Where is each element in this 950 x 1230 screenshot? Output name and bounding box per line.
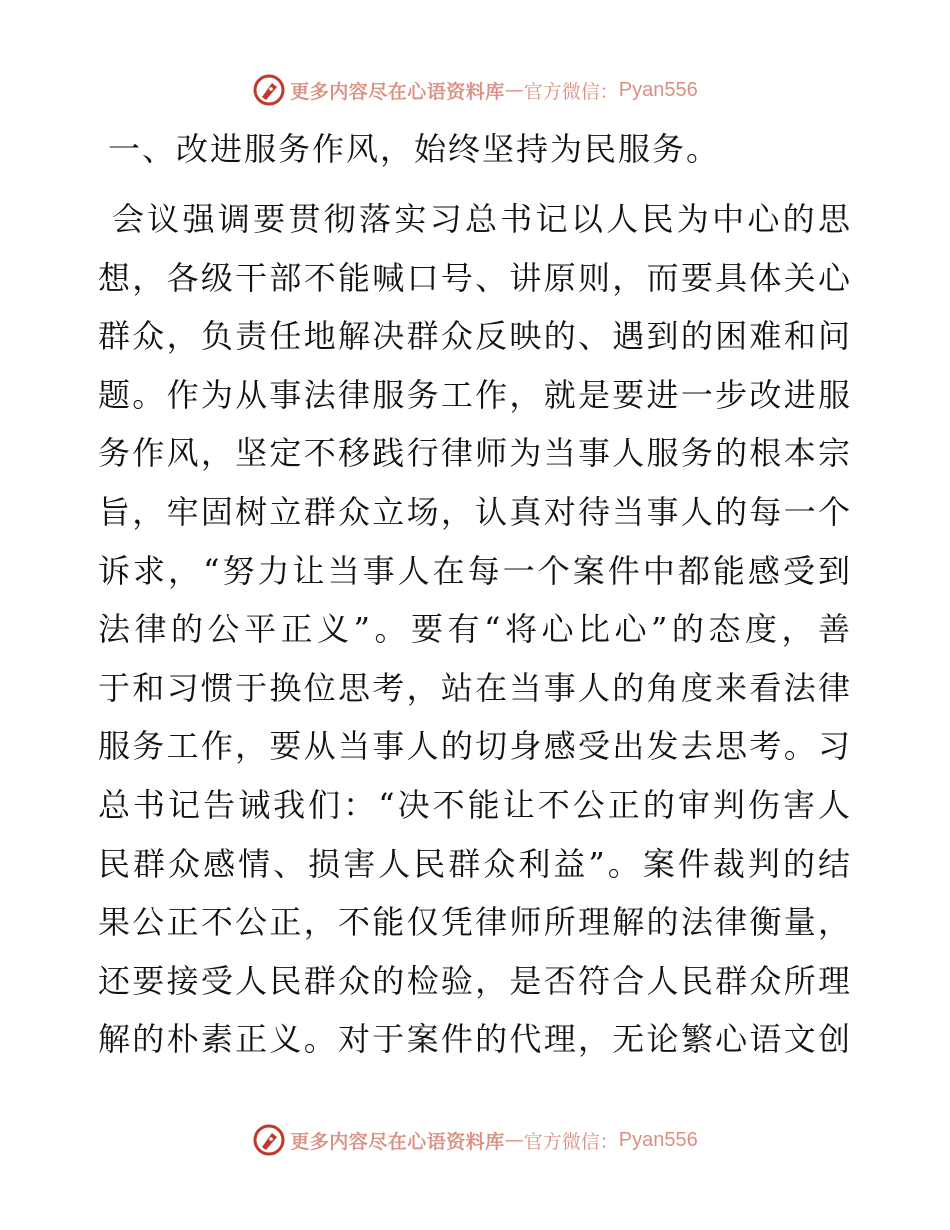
body-line: 务作风，坚定不移践行律师为当事人服务的根本宗 <box>98 434 850 473</box>
body-line: 于和习惯于换位思考，站在当事人的角度来看法律 <box>98 668 850 707</box>
banner-wechat-id: Pyan556 <box>618 78 698 101</box>
banner-site-text: 更多内容尽在心语资料库 <box>290 80 505 103</box>
body-line: 总书记告诫我们：“决不能让不公正的审判伤害人 <box>98 785 850 824</box>
banner-wechat-label: 官方微信： <box>523 80 619 103</box>
body-line: 解的朴素正义。对于案件的代理，无论繁心语文创 <box>98 1020 850 1059</box>
pen-nib-circle-icon <box>252 73 286 107</box>
body-line: 诉求，“努力让当事人在每一个案件中都能感受到 <box>98 551 850 590</box>
header-banner <box>0 70 950 110</box>
banner-site-text: 更多内容尽在心语资料库 <box>290 1130 505 1153</box>
body-line: 想，各级干部不能喊口号、讲原则，而要具体关心 <box>98 258 850 297</box>
footer-banner <box>0 1120 950 1160</box>
body-line: 还要接受人民群众的检验，是否符合人民群众所理 <box>98 961 850 1000</box>
section-heading: 一、改进服务作风，始终坚持为民服务。 <box>108 130 721 168</box>
document-body <box>98 190 850 1069</box>
banner-wechat-label: 官方微信： <box>523 1130 619 1153</box>
body-line: 民群众感情、损害人民群众利益”。案件裁判的结 <box>98 844 850 883</box>
body-line: 旨，牢固树立群众立场，认真对待当事人的每一个 <box>98 492 850 531</box>
banner-wechat-id: Pyan556 <box>618 1128 698 1151</box>
banner-separator: — <box>504 1129 524 1151</box>
pen-nib-circle-icon <box>252 1123 286 1157</box>
body-line: 果公正不公正，不能仅凭律师所理解的法律衡量， <box>98 903 850 942</box>
banner-separator: — <box>504 79 524 101</box>
body-line: 服务工作，要从当事人的切身感受出发去思考。习 <box>98 727 850 766</box>
body-line: 群众，负责任地解决群众反映的、遇到的困难和问 <box>98 317 850 356</box>
body-line: 会议强调要贯彻落实习总书记以人民为中心的思 <box>112 200 850 238</box>
body-line: 题。作为从事法律服务工作，就是要进一步改进服 <box>98 375 850 414</box>
body-line: 法律的公平正义”。要有“将心比心”的态度，善 <box>98 610 850 649</box>
